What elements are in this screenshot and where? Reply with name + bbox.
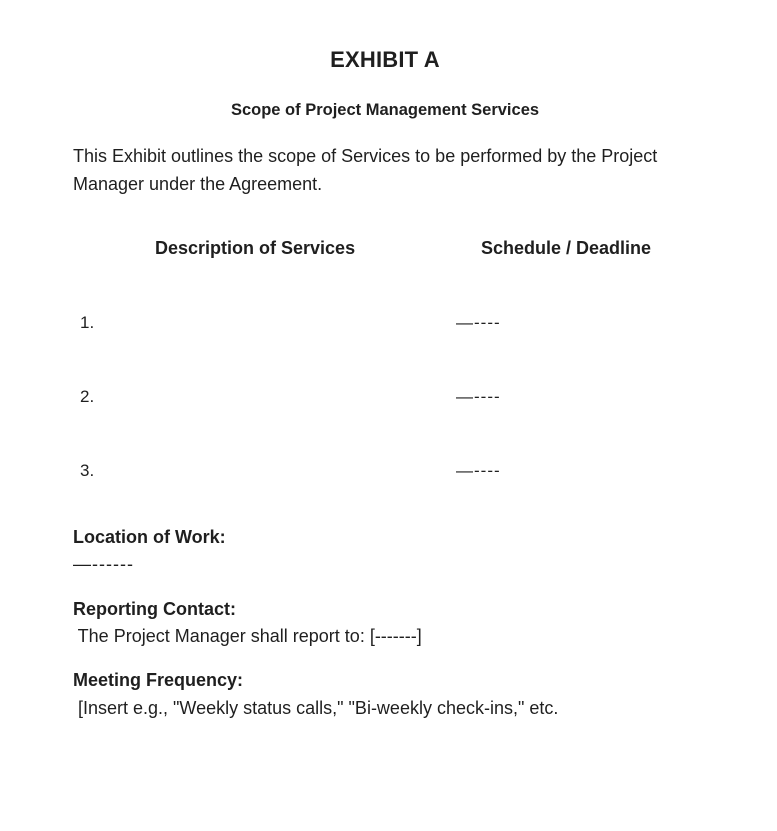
meeting-frequency-label: Meeting Frequency: (73, 670, 244, 690)
service-row-schedule: —---- (456, 461, 501, 480)
service-row-schedule: —---- (456, 313, 501, 332)
schedule-column-header: Schedule / Deadline (481, 238, 652, 258)
location-label: Location of Work: (73, 527, 226, 547)
description-column-header: Description of Services (155, 238, 356, 258)
intro-paragraph: This Exhibit outlines the scope of Services to be performed by the Project Manager under the Agreement. (73, 146, 658, 194)
location-value: —------ (73, 554, 134, 574)
service-row-number: 2. (80, 387, 95, 406)
meeting-frequency-value: [Insert e.g., "Weekly status calls," "Bi-weekly check-ins," etc. (73, 698, 559, 718)
reporting-contact-value: The Project Manager shall report to: [-------] (73, 626, 422, 646)
reporting-contact-label: Reporting Contact: (73, 599, 236, 619)
document-title: EXHIBIT A (330, 47, 440, 72)
service-row-schedule: —---- (456, 387, 501, 406)
document-subtitle: Scope of Project Management Services (230, 101, 540, 119)
service-row-number: 3. (80, 461, 95, 480)
service-row-number: 1. (80, 313, 95, 332)
